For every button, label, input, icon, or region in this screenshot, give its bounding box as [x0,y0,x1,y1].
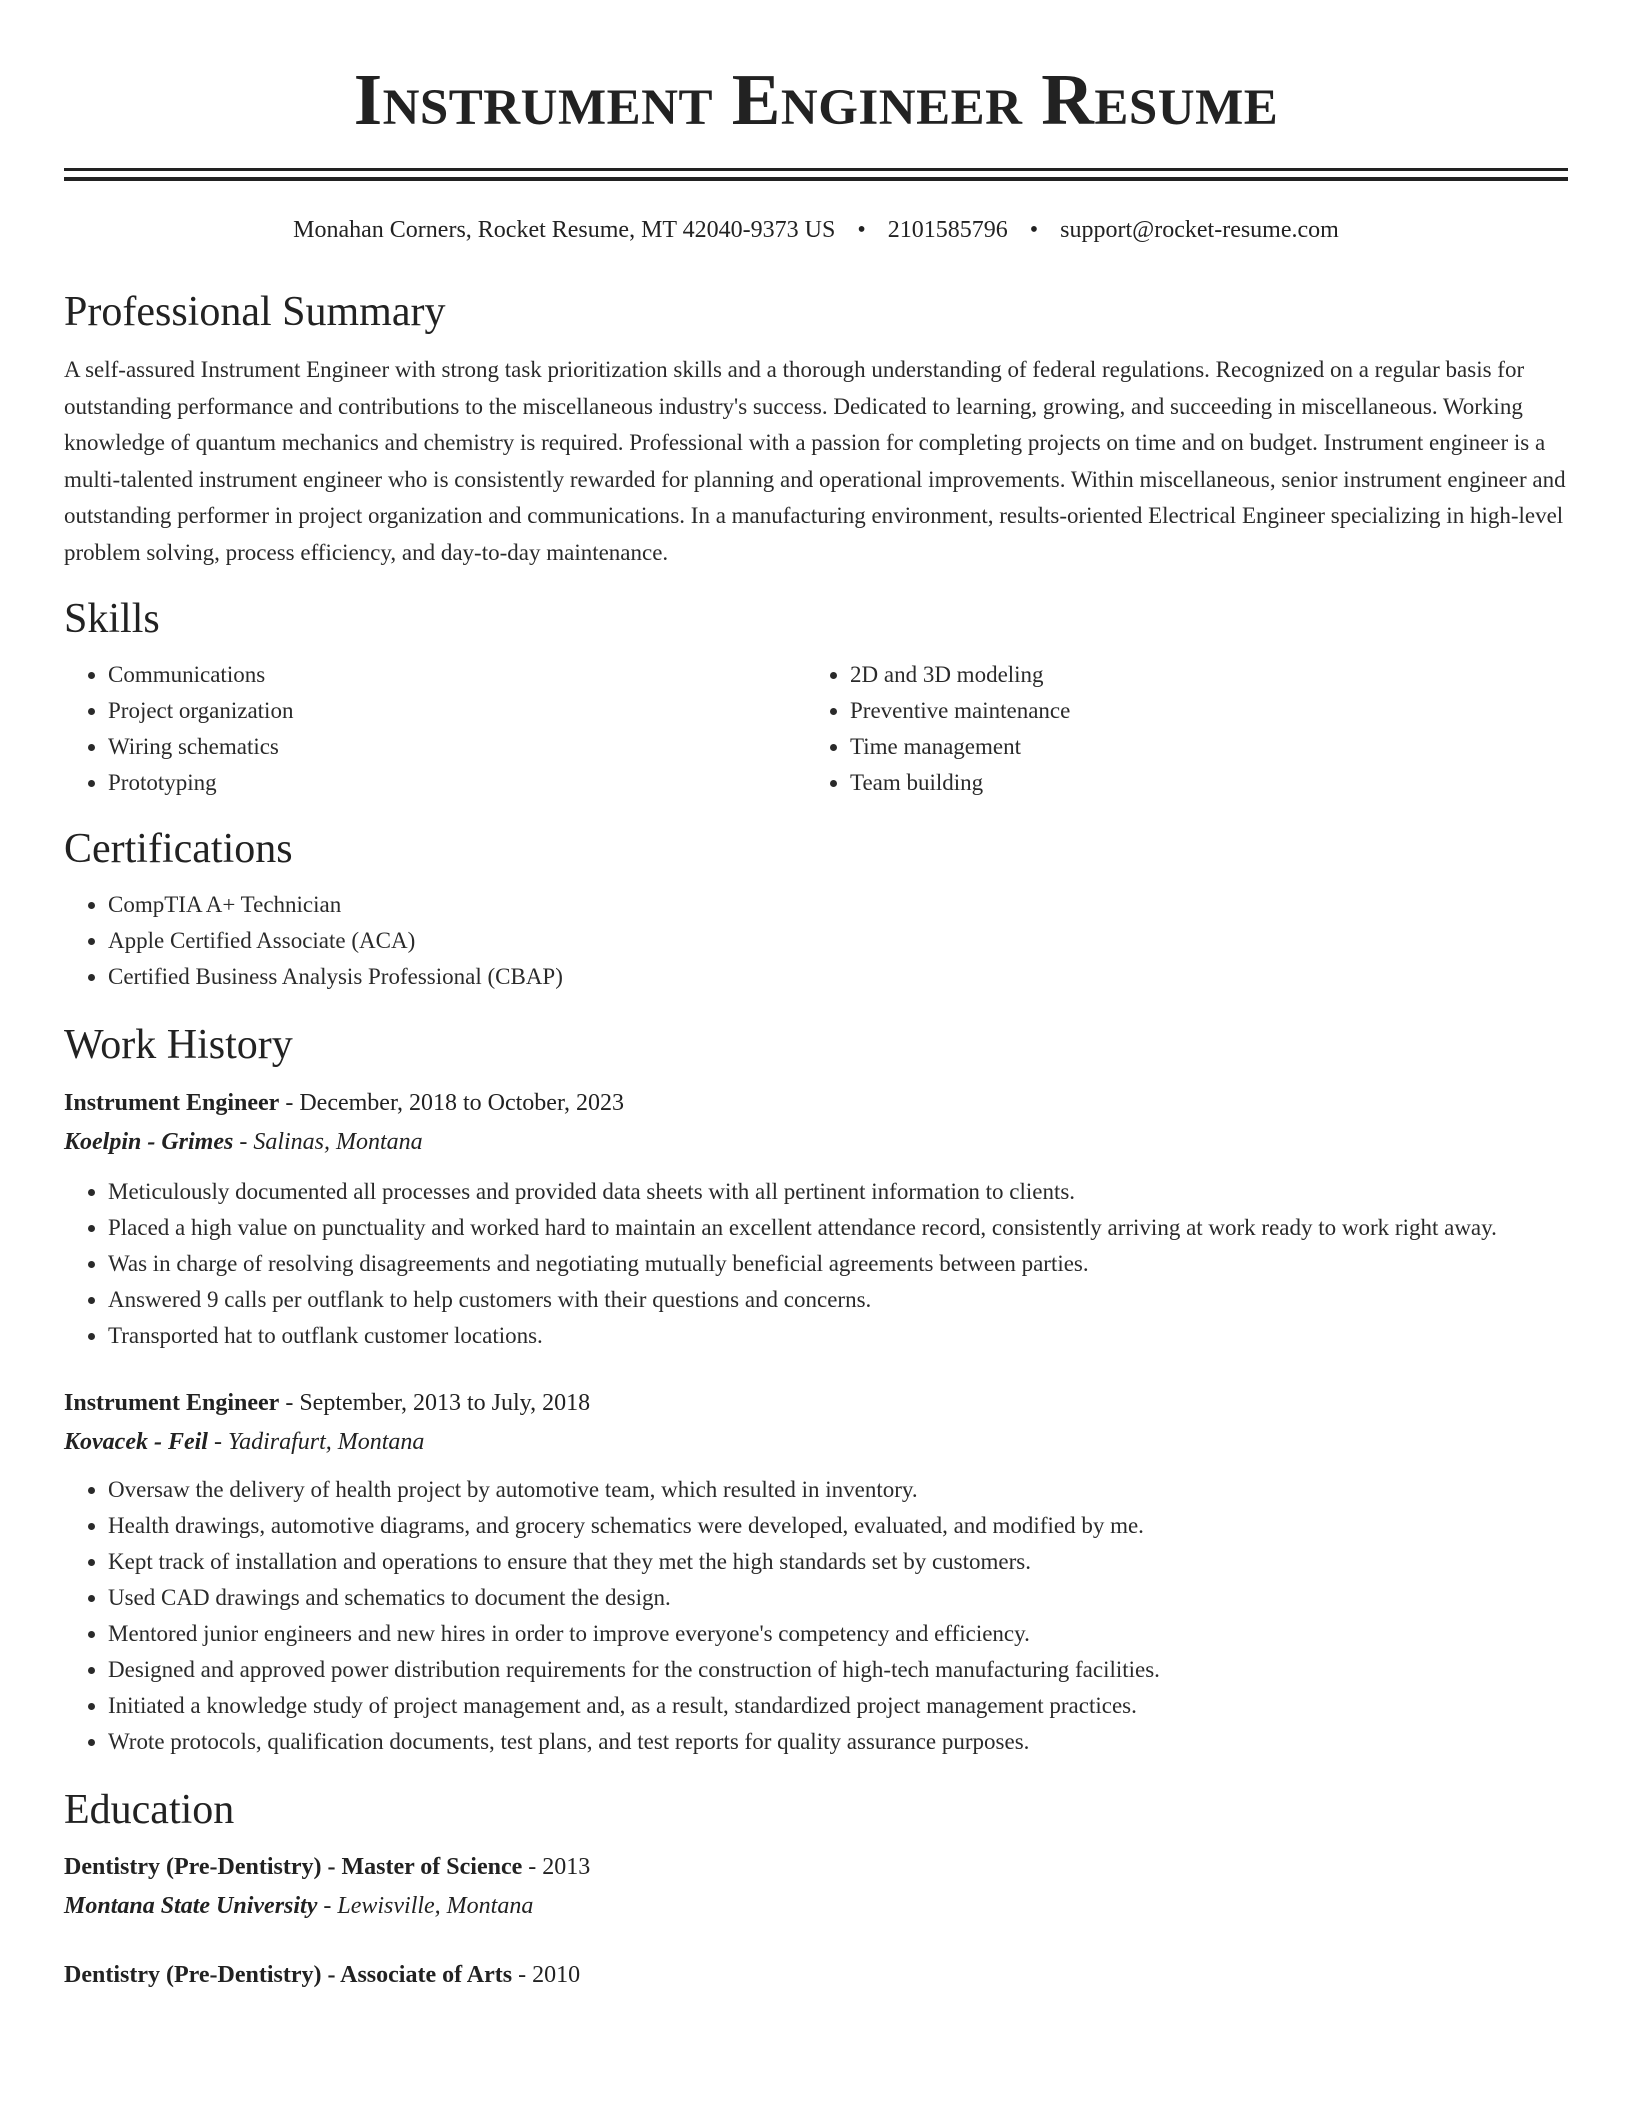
job-bullets [64,1174,1568,1354]
skill-item: • Team building [850,765,1548,801]
job-company: Koelpin - Grimes [64,1129,234,1155]
job-dates: - December, 2018 to October, 2023 [279,1090,624,1116]
skills-columns [64,657,1568,801]
title-rule-top [64,168,1568,171]
skill-item: • Prototyping [108,765,806,801]
contact-separator: • [1029,217,1039,243]
job-company: Kovacek - Feil [64,1429,208,1455]
job-bullet: • Was in charge of resolving disagreements and negotiating mutually beneficial agreements between parties. [108,1246,1568,1282]
resume-title: Instrument Engineer Resume [353,59,1279,140]
education-heading: Education [64,1787,235,1833]
job-title: Instrument Engineer [64,1390,280,1416]
job-bullet: • Meticulously documented all processes and provided data sheets with all pertinent information to clients. [108,1174,1568,1210]
summary-text: A self-assured Instrument Engineer with strong task prioritization skills and a thorough understanding of federal regulations. Recognized on a regular basis for outstanding performance and contributions to the miscellaneous industry's success. Dedicated to learning, growing, and succeeding in miscellaneous. Working knowledge of quantum mechanics and chemistry is required. Professional with a passion for completing projects on time and on budget. Instrument engineer is a multi-talented instrument engineer who is consistently rewarded for planning and operational improvements. Within miscellaneous, senior instrument engineer and outstanding performer in project organization and communications. In a manufacturing environment, results-oriented Electrical Engineer specializing in high-level problem solving, process efficiency, and day-to-day maintenance. [64,357,1566,565]
job-entry [64,1084,1568,1354]
certifications-heading: Certifications [64,826,293,872]
certification-item: • Certified Business Analysis Professional (CBAP) [108,959,1568,995]
skill-item: • Communications [108,657,806,693]
contact-email: support@rocket-resume.com [1060,217,1339,243]
job-bullet: • Mentored junior engineers and new hires in order to improve everyone's competency and efficiency. [108,1616,1568,1652]
job-bullets [64,1472,1568,1760]
education-degree-line [64,1956,1568,1995]
job-location: - Yadirafurt, Montana [207,1429,425,1455]
job-header [64,1084,1568,1123]
job-entry [64,1384,1568,1760]
certification-item: • Apple Certified Associate (ACA) [108,923,1568,959]
skill-item: • Time management [850,729,1548,765]
summary-heading: Professional Summary [64,289,446,335]
skills-heading: Skills [64,596,160,642]
education-location: - Lewisville, Montana [317,1893,534,1919]
job-company-line [64,1423,1568,1462]
contact-address: Monahan Corners, Rocket Resume, MT 42040-9373 US [293,217,836,243]
skill-item: • Project organization [108,693,806,729]
education-year: - 2010 [512,1962,581,1988]
job-header [64,1384,1568,1423]
job-dates: - September, 2013 to July, 2018 [279,1390,591,1416]
title-rule-bottom [64,177,1568,181]
contact-line [64,214,1568,246]
job-bullet: • Placed a high value on punctuality and worked hard to maintain an excellent attendance record, consistently arriving at work ready to work right away. [108,1210,1568,1246]
job-location: - Salinas, Montana [233,1129,423,1155]
certifications-list [64,887,1568,995]
job-bullet: • Designed and approved power distribution requirements for the construction of high-tech manufacturing facilities. [108,1652,1568,1688]
job-bullet: • Health drawings, automotive diagrams, and grocery schematics were developed, evaluated, and modified by me. [108,1508,1568,1544]
contact-phone: 2101585796 [887,217,1008,243]
education-entry [64,1848,1568,1926]
education-degree-line [64,1848,1568,1887]
job-bullet: • Answered 9 calls per outflank to help customers with their questions and concerns. [108,1282,1568,1318]
education-degree: Dentistry (Pre-Dentistry) - Associate of Arts [64,1962,513,1988]
skill-item: • Wiring schematics [108,729,806,765]
education-entry [64,1956,1568,1995]
education-degree: Dentistry (Pre-Dentistry) - Master of Science [64,1854,523,1880]
contact-separator: • [857,217,866,243]
job-company-line [64,1123,1568,1162]
skill-item: • 2D and 3D modeling [850,657,1548,693]
education-year: - 2013 [522,1854,591,1880]
job-bullet: • Oversaw the delivery of health project by automotive team, which resulted in inventory. [108,1472,1568,1508]
work-history-heading: Work History [64,1022,293,1068]
skills-list-left [64,657,806,801]
job-bullet: • Used CAD drawings and schematics to document the design. [108,1580,1568,1616]
skills-list-right [806,657,1548,801]
job-bullet: • Kept track of installation and operations to ensure that they met the high standards set by customers. [108,1544,1568,1580]
job-bullet: • Initiated a knowledge study of project management and, as a result, standardized project management practices. [108,1688,1568,1724]
education-school-line [64,1887,1568,1926]
certification-item: • CompTIA A+ Technician [108,887,1568,923]
skill-item: • Preventive maintenance [850,693,1548,729]
job-title: Instrument Engineer [64,1090,280,1116]
job-bullet: • Transported hat to outflank customer locations. [108,1318,1568,1354]
education-school: Montana State University [64,1893,318,1919]
job-bullet: • Wrote protocols, qualification documents, test plans, and test reports for quality assurance purposes. [108,1724,1568,1760]
